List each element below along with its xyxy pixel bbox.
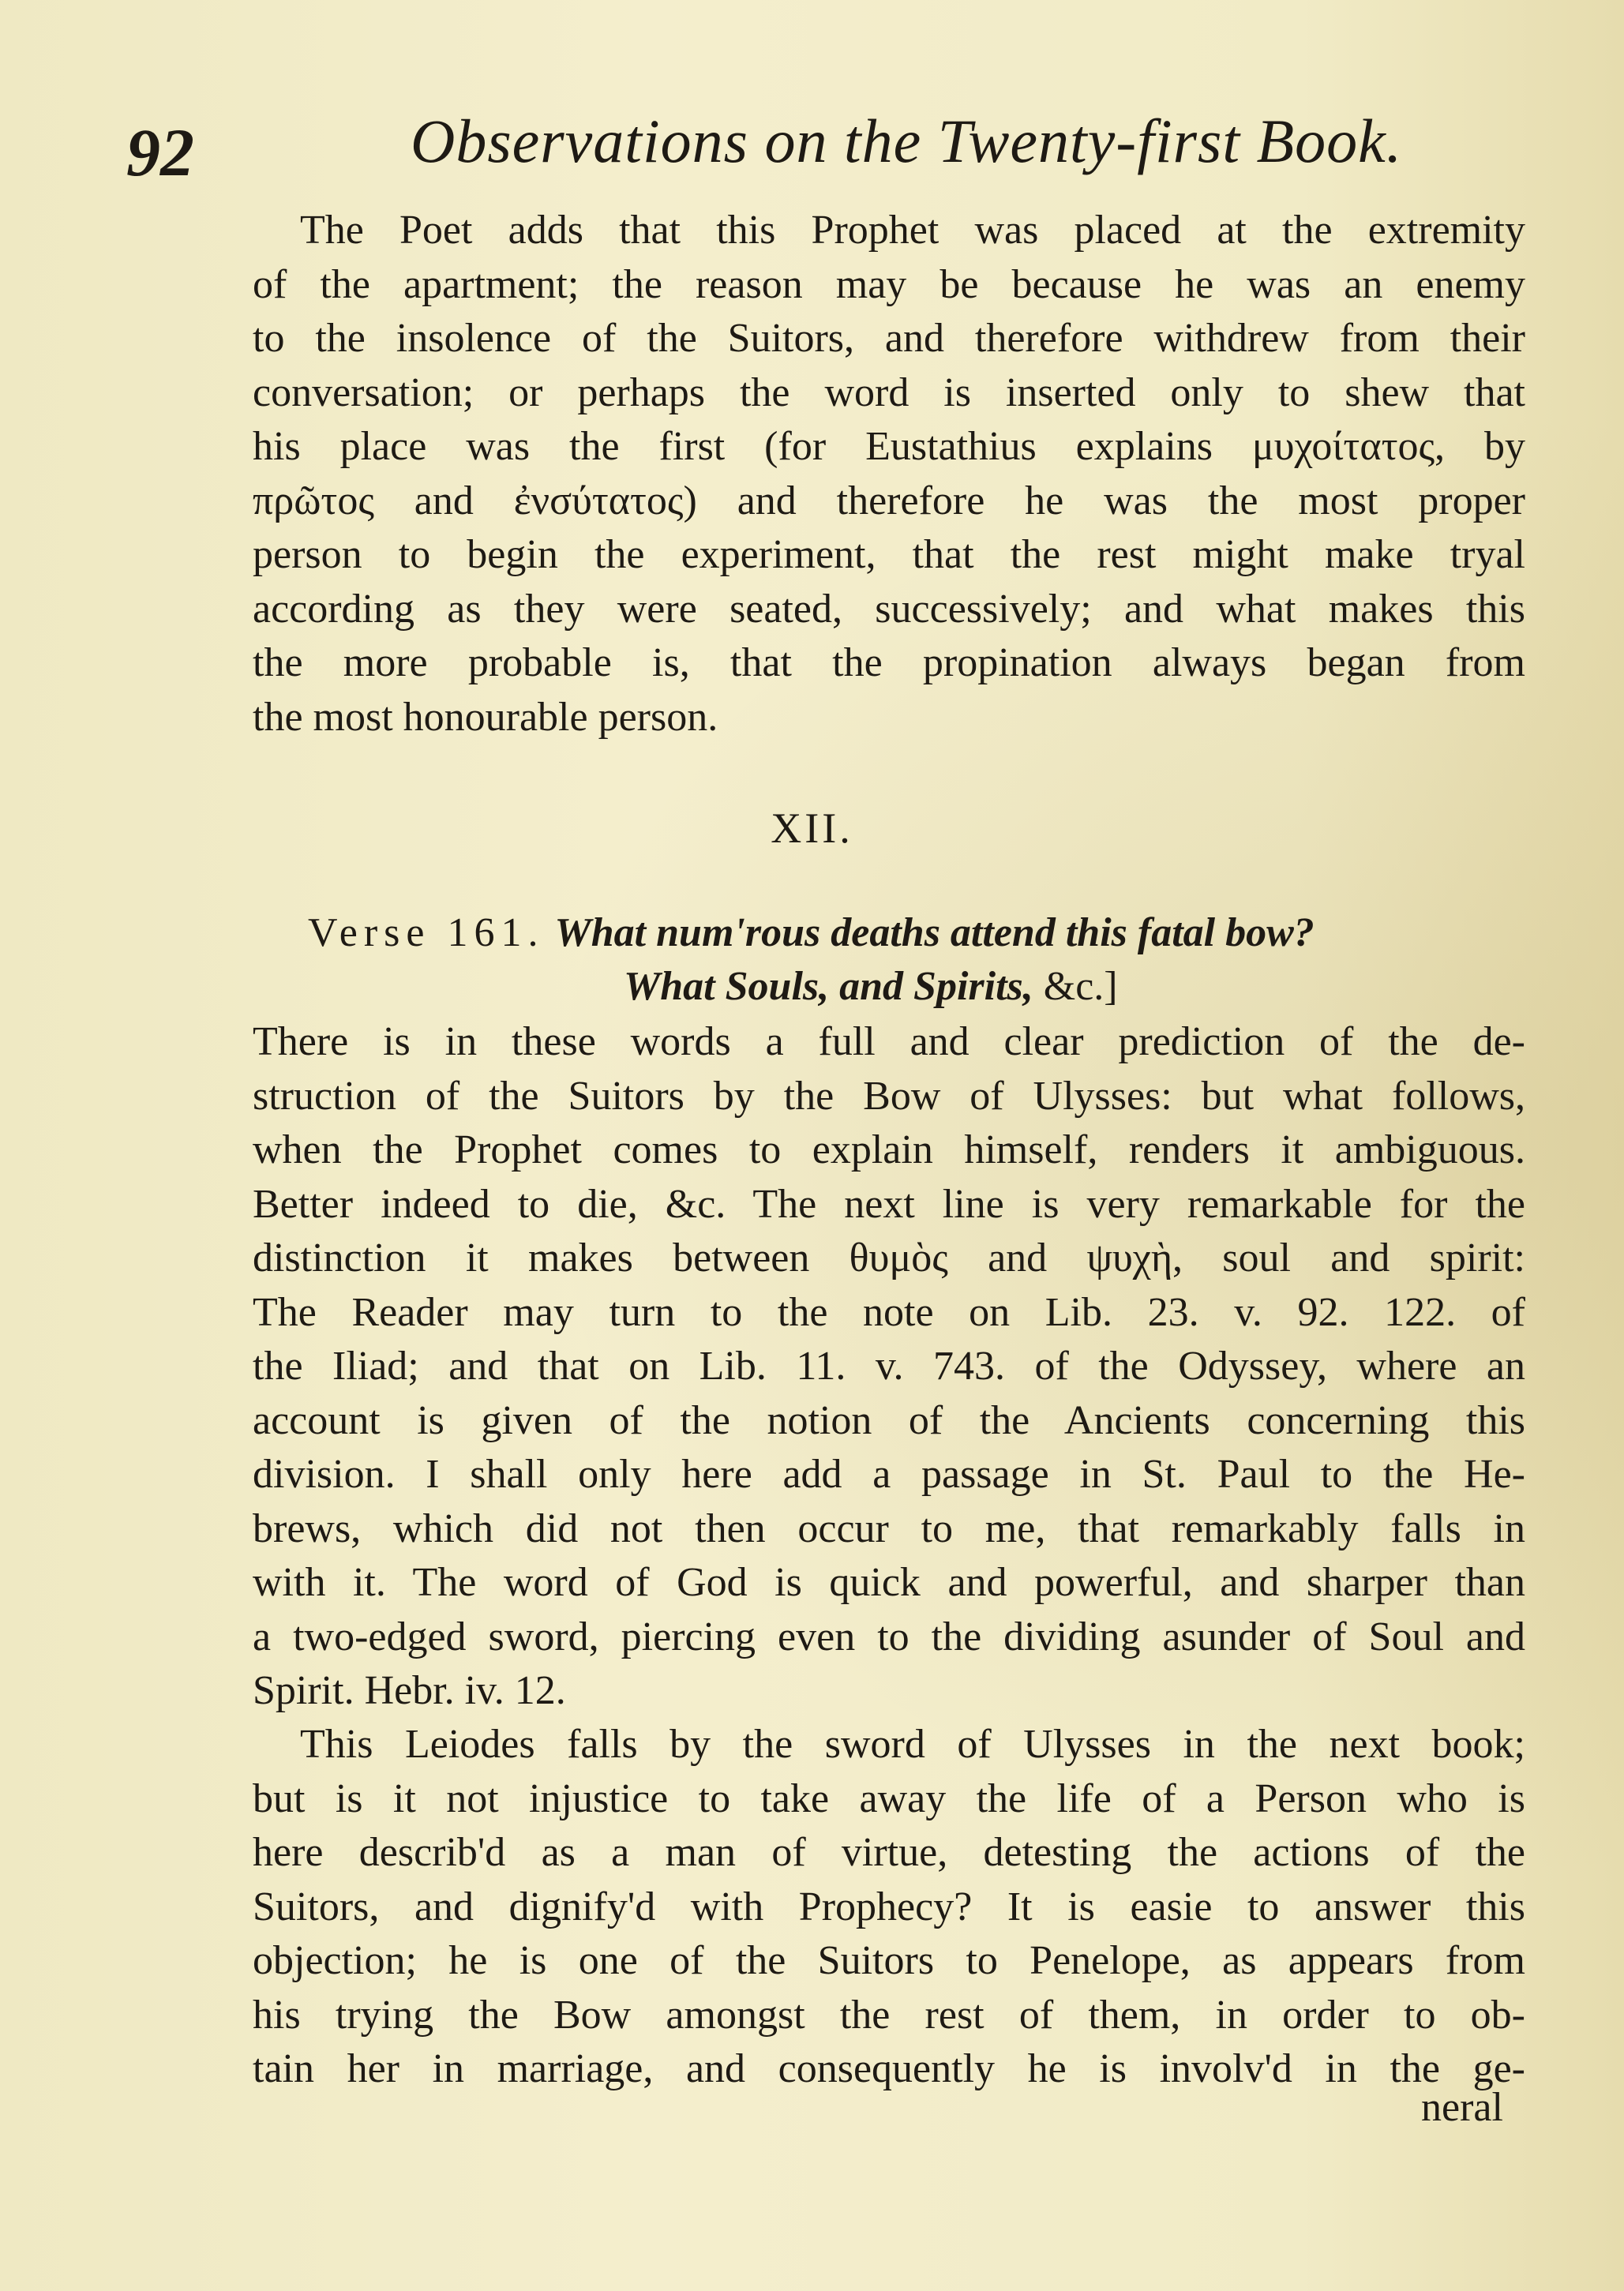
text-line: Spirit. Hebr. iv. 12.: [253, 1668, 566, 1713]
text-line: person to begin the experiment, that the rest might make tryal: [253, 532, 1525, 577]
text-line: objection; he is one of the Suitors to Penelope, as appears from: [253, 1938, 1525, 1983]
text-line: with it. The word of God is quick and powerful, and sharper than: [253, 1560, 1525, 1605]
page-number: 92: [126, 114, 194, 190]
text-line: of the apartment; the reason may be because he was an enemy: [253, 261, 1525, 307]
text-line: his place was the first (for Eustathius explains μυχοίτατος, by: [253, 424, 1525, 469]
text-line: the Iliad; and that on Lib. 11. v. 743. of the Odyssey, where an: [253, 1344, 1525, 1389]
text-line: This Leiodes falls by the sword of Ulysses in the next book;: [300, 1722, 1525, 1767]
verse-quote-line-2: What Souls, and Spirits,: [624, 964, 1033, 1009]
text-line: the most honourable person.: [253, 694, 718, 740]
text-line: The Poet adds that this Prophet was placed at the extremity: [300, 208, 1525, 253]
catchword: neral: [1421, 2085, 1503, 2130]
verse-etc: &c.]: [1033, 964, 1118, 1009]
text-line: to the insolence of the Suitors, and therefore withdrew from their: [253, 316, 1525, 361]
text-line: but is it not injustice to take away the life of a Person who is: [253, 1775, 1525, 1821]
text-line: There is in these words a full and clear prediction of the de-: [253, 1019, 1525, 1064]
text-line: his trying the Bow amongst the rest of them, in order to ob-: [253, 1992, 1525, 2038]
text-line: The Reader may turn to the note on Lib. 23. v. 92. 122. of: [253, 1289, 1525, 1335]
text-line: distinction it makes between θυμὸς and ψυχὴ, soul and spirit:: [253, 1235, 1525, 1280]
paragraph-2: [253, 1015, 1525, 1719]
text-line: here describ'd as a man of virtue, detesting the actions of the: [253, 1830, 1525, 1875]
text-line: division. I shall only here add a passage in St. Paul to the He-: [253, 1452, 1525, 1497]
text-line: a two-edged sword, piercing even to the dividing asunder of Soul and: [253, 1614, 1525, 1659]
text-line: πρῶτος and ἐνσύτατος) and therefore he was the most proper: [253, 478, 1525, 523]
text-line: according as they were seated, successively; and what makes this: [253, 586, 1525, 632]
text-line: account is given of the notion of the Ancients concerning this: [253, 1397, 1525, 1443]
text-line: brews, which did not then occur to me, that remarkably falls in: [253, 1505, 1525, 1551]
text-line: the more probable is, that the propination always began from: [253, 640, 1525, 685]
verse-label: Verse 161.: [308, 910, 545, 955]
verse-heading: [308, 906, 1540, 1014]
paragraph-3: [253, 1718, 1525, 2097]
text-line: struction of the Suitors by the Bow of Ulysses: but what follows,: [253, 1073, 1525, 1119]
text-line: tain her in marriage, and consequently he is involv'd in the ge-: [253, 2046, 1525, 2091]
section-number: XII.: [771, 804, 853, 852]
text-line: when the Prophet comes to explain himself, renders it ambiguous.: [253, 1127, 1525, 1172]
running-title: Observations on the Twenty-first Book.: [411, 107, 1403, 175]
text-line: Suitors, and dignify'd with Prophecy? It is easie to answer this: [253, 1884, 1525, 1929]
paragraph-1: [253, 204, 1525, 744]
text-line: conversation; or perhaps the word is inserted only to shew that: [253, 369, 1525, 415]
text-line: Better indeed to die, &c. The next line is very remarkable for the: [253, 1181, 1525, 1227]
verse-quote-line-1: What num'rous deaths attend this fatal bow?: [554, 910, 1315, 955]
